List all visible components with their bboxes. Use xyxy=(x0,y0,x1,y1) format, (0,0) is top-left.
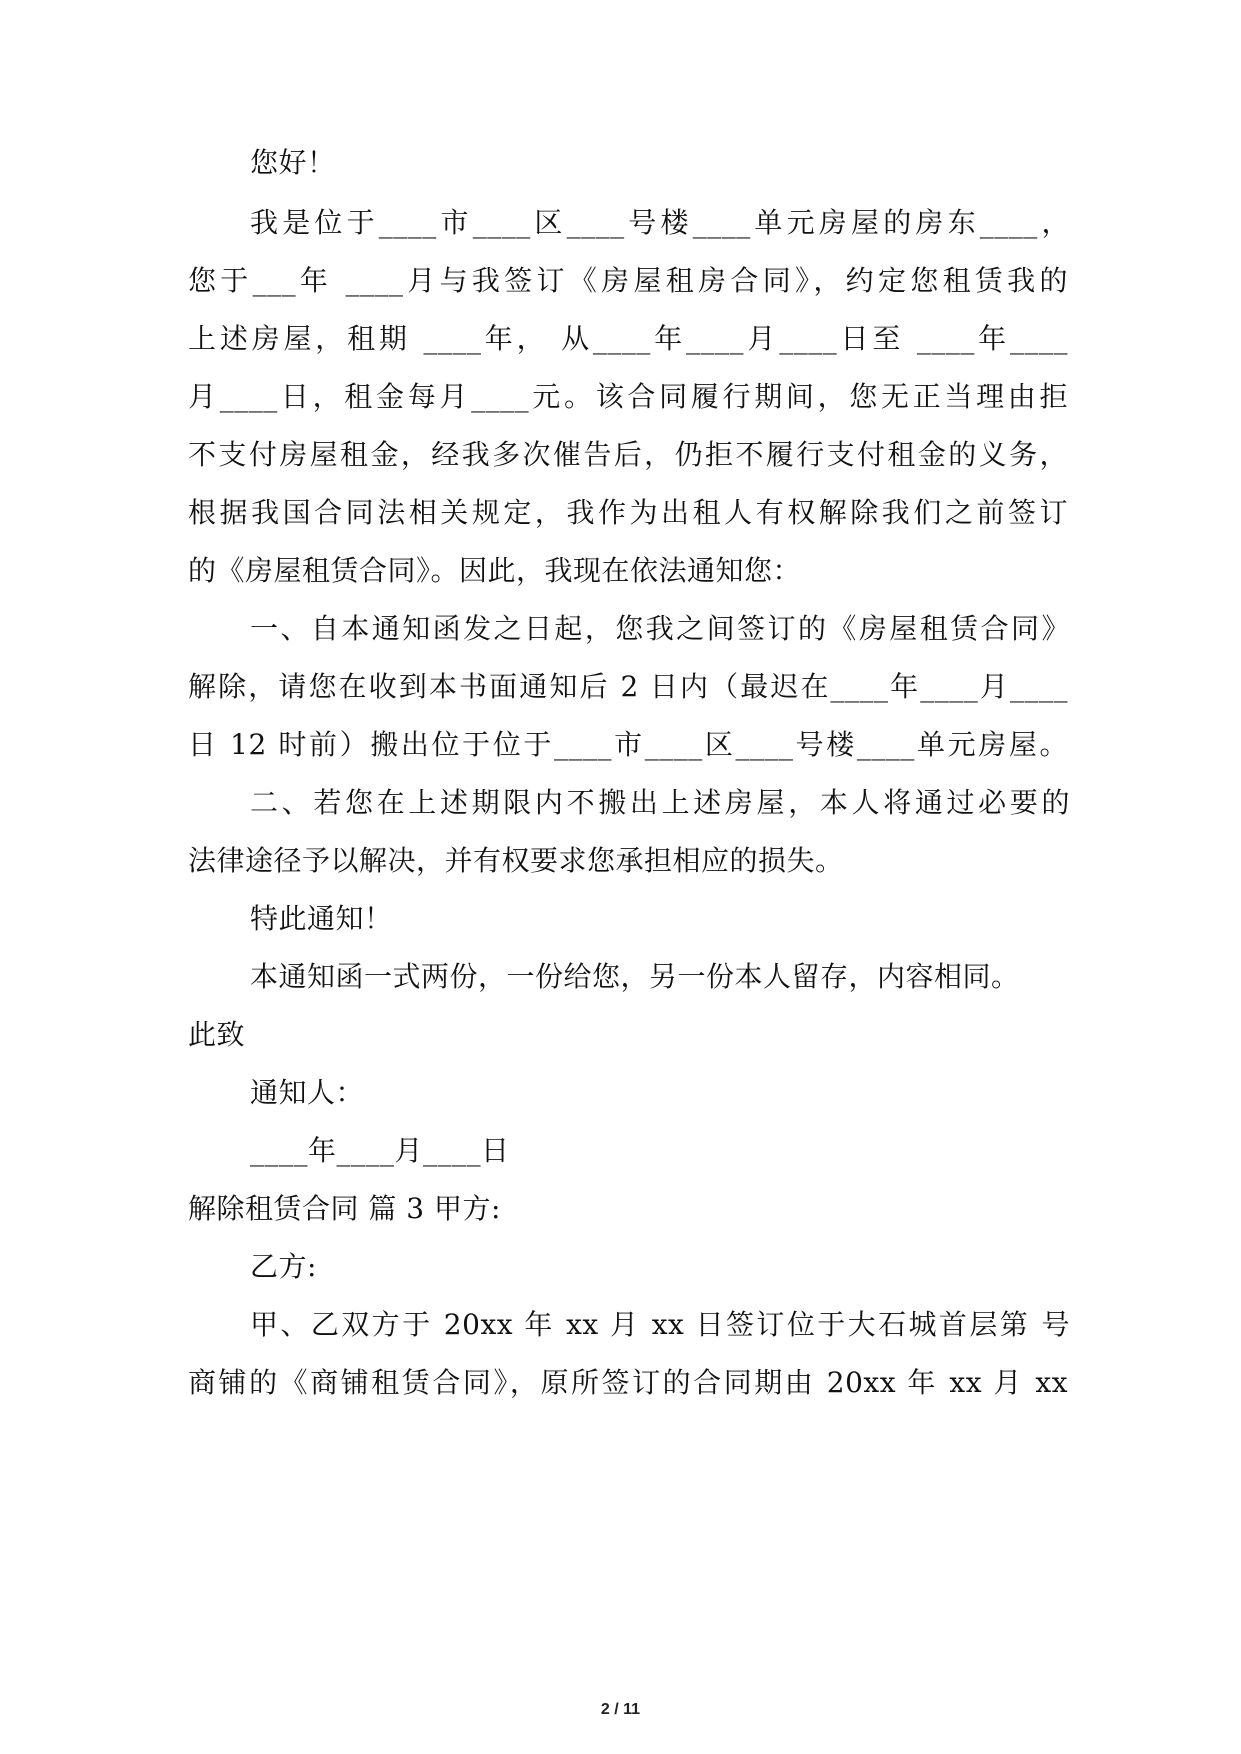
body-line-7: 的《房屋租赁合同》。因此，我现在依法通知您： xyxy=(188,554,802,587)
salutation-line: 此致 xyxy=(188,1018,246,1051)
date-line: ____年____月____日 xyxy=(250,1134,510,1167)
page-number: 2 / 11 xyxy=(600,1701,641,1718)
greeting-line: 您好！ xyxy=(250,146,336,179)
body-line-3: 上述房屋，租期 ____年， 从____年____月____日至 ____年____ xyxy=(188,322,1068,355)
section-heading: 解除租赁合同 篇 3 甲方: xyxy=(188,1192,501,1225)
clause-two-line-2: 法律途径予以解决，并有权要求您承担相应的损失。 xyxy=(188,844,844,877)
body-line-1: 我是位于____市____区____号楼____单元房屋的房东____， xyxy=(250,206,1070,239)
party-b-line: 乙方: xyxy=(250,1250,317,1283)
agreement-line-2: 商铺的《商铺租赁合同》，原所签订的合同期由 20xx 年 xx 月 xx xyxy=(188,1366,1068,1399)
clause-two-line-1: 二、若您在上述期限内不搬出上述房屋，本人将通过必要的 xyxy=(250,786,1070,819)
body-line-2: 您于___年 ____月与我签订《房屋租房合同》，约定您租赁我的 xyxy=(188,264,1068,297)
agreement-line-1: 甲、乙双方于 20xx 年 xx 月 xx 日签订位于大石城首层第 号 xyxy=(250,1308,1070,1341)
notice-line: 特此通知！ xyxy=(250,902,393,935)
notifier-line: 通知人： xyxy=(250,1076,365,1109)
body-line-5: 不支付房屋租金，经我多次催告后，仍拒不履行支付租金的义务， xyxy=(188,438,1068,471)
copies-line: 本通知函一式两份，一份给您，另一份本人留存，内容相同。 xyxy=(250,960,1020,993)
body-line-4: 月____日，租金每月____元。该合同履行期间，您无正当理由拒 xyxy=(188,380,1068,413)
clause-one-line-1: 一、自本通知函发之日起，您我之间签订的《房屋租赁合同》 xyxy=(250,612,1070,645)
body-line-6: 根据我国合同法相关规定，我作为出租人有权解除我们之前签订 xyxy=(188,496,1068,529)
clause-one-line-2: 解除，请您在收到本书面通知后 2 日内（最迟在____年____月____ xyxy=(188,670,1068,703)
clause-one-line-3: 日 12 时前）搬出位于位于____市____区____号楼____单元房屋。 xyxy=(188,728,1068,761)
